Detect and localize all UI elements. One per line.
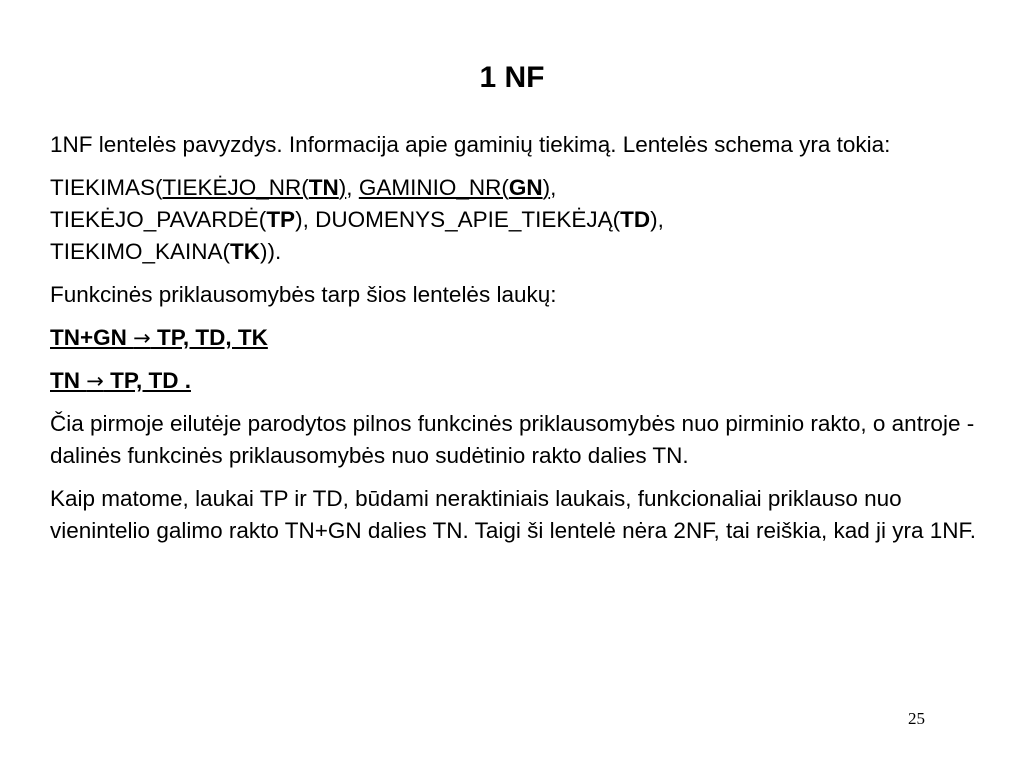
schema-table-name: TIEKIMAS( [50,175,163,200]
schema-attr2-abbr: GN [508,175,543,200]
fd-heading: Funkcinės priklausomybės tarp šios lentelės laukų: [50,282,557,307]
schema-key-tiekejo-nr [163,175,347,200]
schema-key-gaminio-nr [359,175,550,200]
fd1-rhs: TP, TD, TK [150,325,268,350]
schema-attr1-close: ) [338,175,347,200]
schema-attr3-name: TIEKĖJO_PAVARDĖ( [50,207,267,232]
schema-attr4-tail: ), [650,207,664,232]
fd1-lhs: TN+GN [50,325,134,350]
schema-attr5-abbr: TK [230,239,261,264]
fd2-rhs: TP, TD . [103,368,191,393]
schema-separator-1: , [346,175,359,200]
explanation-paragraph: Čia pirmoje eilutėje parodytos pilnos funkcinės priklausomybės nuo pirminio rakto, o antroje - dalinės funkcinės priklausomybės nuo sudėtinio rakto dalies TN. [50,411,975,468]
functional-dependency-2 [50,365,990,397]
schema-attr3-tail: ), DUOMENYS_APIE_TIEKĖJĄ( [295,207,621,232]
schema-attr5-name: TIEKIMO_KAINA( [50,239,231,264]
schema-attr2-name: GAMINIO_NR( [358,175,509,200]
schema-attr1-abbr: TN [308,175,339,200]
conclusion-paragraph: Kaip matome, laukai TP ir TD, būdami neraktiniais laukais, funkcionaliai priklauso nuo vienintelio galimo rakto TN+GN dalies TN. Taigi ši lentelė nėra 2NF, tai reiškia, kad ji yra 1NF. [50,486,977,543]
functional-dependency-1 [50,322,990,354]
schema-attr1-name: TIEKĖJO_NR( [162,175,309,200]
schema-paragraph [50,172,990,268]
intro-paragraph: 1NF lentelės pavyzdys. Informacija apie gaminių tiekimą. Lentelės schema yra tokia: [50,132,891,157]
schema-attr2-close: ) [542,175,551,200]
schema-separator-2: , [550,175,557,200]
schema-attr3-abbr: TP [266,207,296,232]
right-arrow-icon: → [133,326,151,350]
right-arrow-icon: → [86,369,104,393]
fd2-lhs: TN [50,368,87,393]
schema-attr4-abbr: TD [620,207,651,232]
slide-content [50,129,990,558]
schema-attr5-tail: )). [260,239,282,264]
page-number: 25 [908,709,925,728]
slide-title: 1 NF [479,61,545,94]
